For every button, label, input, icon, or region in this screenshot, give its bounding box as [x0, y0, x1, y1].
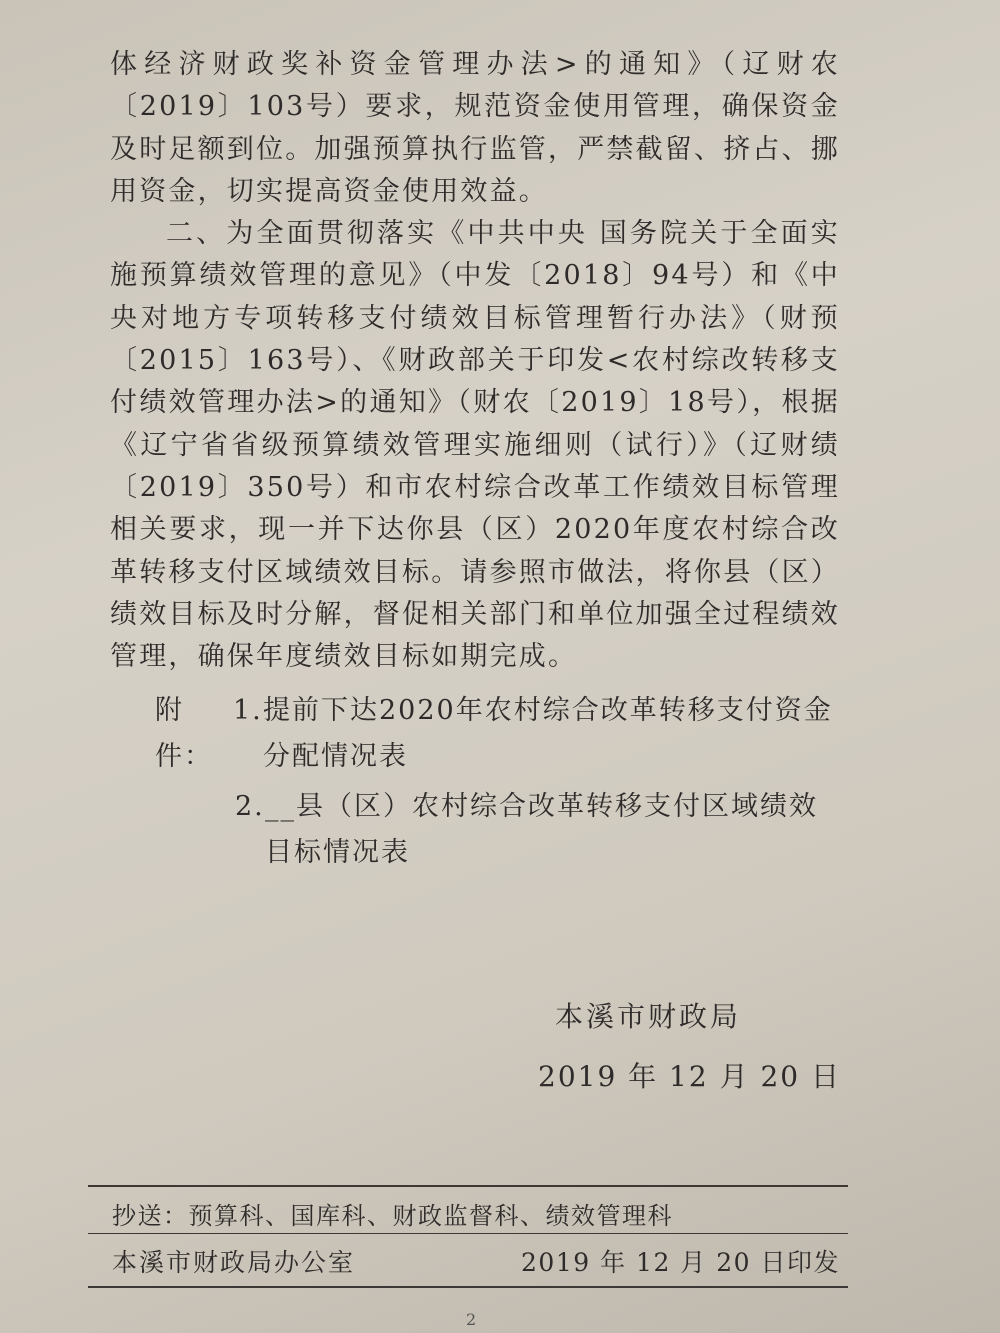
body-paragraph-2: 二、为全面贯彻落实《中共中央 国务院关于全面实施预算绩效管理的意见》（中发〔2018〕94号）和《中央对地方专项转移支付绩效目标管理暂行办法》（财预〔2015〕163号）、《财政部关于印发<农村综改转移支付绩效管理办法>的通知》（财农〔2019〕18号），根据《辽宁省省级预算绩效管理实施细则（试行）》（辽财绩〔2019〕350号）和市农村综合改革工作绩效目标管理相关要求，现一并下达你县（区）2020年度农村综合改革转移支付区域绩效目标。请参照市做法，将你县（区）绩效目标及时分解，督促相关部门和单位加强全过程绩效管理，确保年度绩效目标如期完成。	[110, 218, 840, 673]
footer-rule-top	[88, 1185, 848, 1187]
attachments-label: 附件：	[155, 695, 213, 772]
document-body	[110, 44, 840, 678]
attachment-title: 提前下达2020年农村综合改革转移支付资金分配情况表	[263, 695, 833, 772]
attachment-title: __县（区）农村综合改革转移支付区域绩效目标情况表	[265, 791, 818, 868]
signature-organization: 本溪市财政局	[555, 1000, 742, 1033]
attachment-item-1	[155, 688, 845, 780]
attachment-number: 1.	[233, 695, 263, 726]
footer-rule-bottom	[88, 1286, 848, 1288]
attachments-section	[155, 688, 845, 876]
issuing-office: 本溪市财政局办公室	[112, 1248, 356, 1277]
page-number: 2	[466, 1310, 477, 1329]
body-paragraph-1: 体经济财政奖补资金管理办法>的通知》（辽财农〔2019〕103号）要求，规范资金使用管理，确保资金及时足额到位。加强预算执行监管，严禁截留、挤占、挪用资金，切实提高资金使用效益。	[110, 49, 840, 207]
attachment-number: 2.	[235, 791, 265, 822]
issue-date: 2019 年 12 月 20 日印发	[521, 1248, 840, 1277]
attachment-item-2	[155, 784, 845, 876]
footer-rule-middle	[88, 1233, 848, 1234]
signature-date: 2019 年 12 月 20 日	[538, 1060, 842, 1093]
cc-line: 抄送：预算科、国库科、财政监督科、绩效管理科	[112, 1202, 673, 1230]
